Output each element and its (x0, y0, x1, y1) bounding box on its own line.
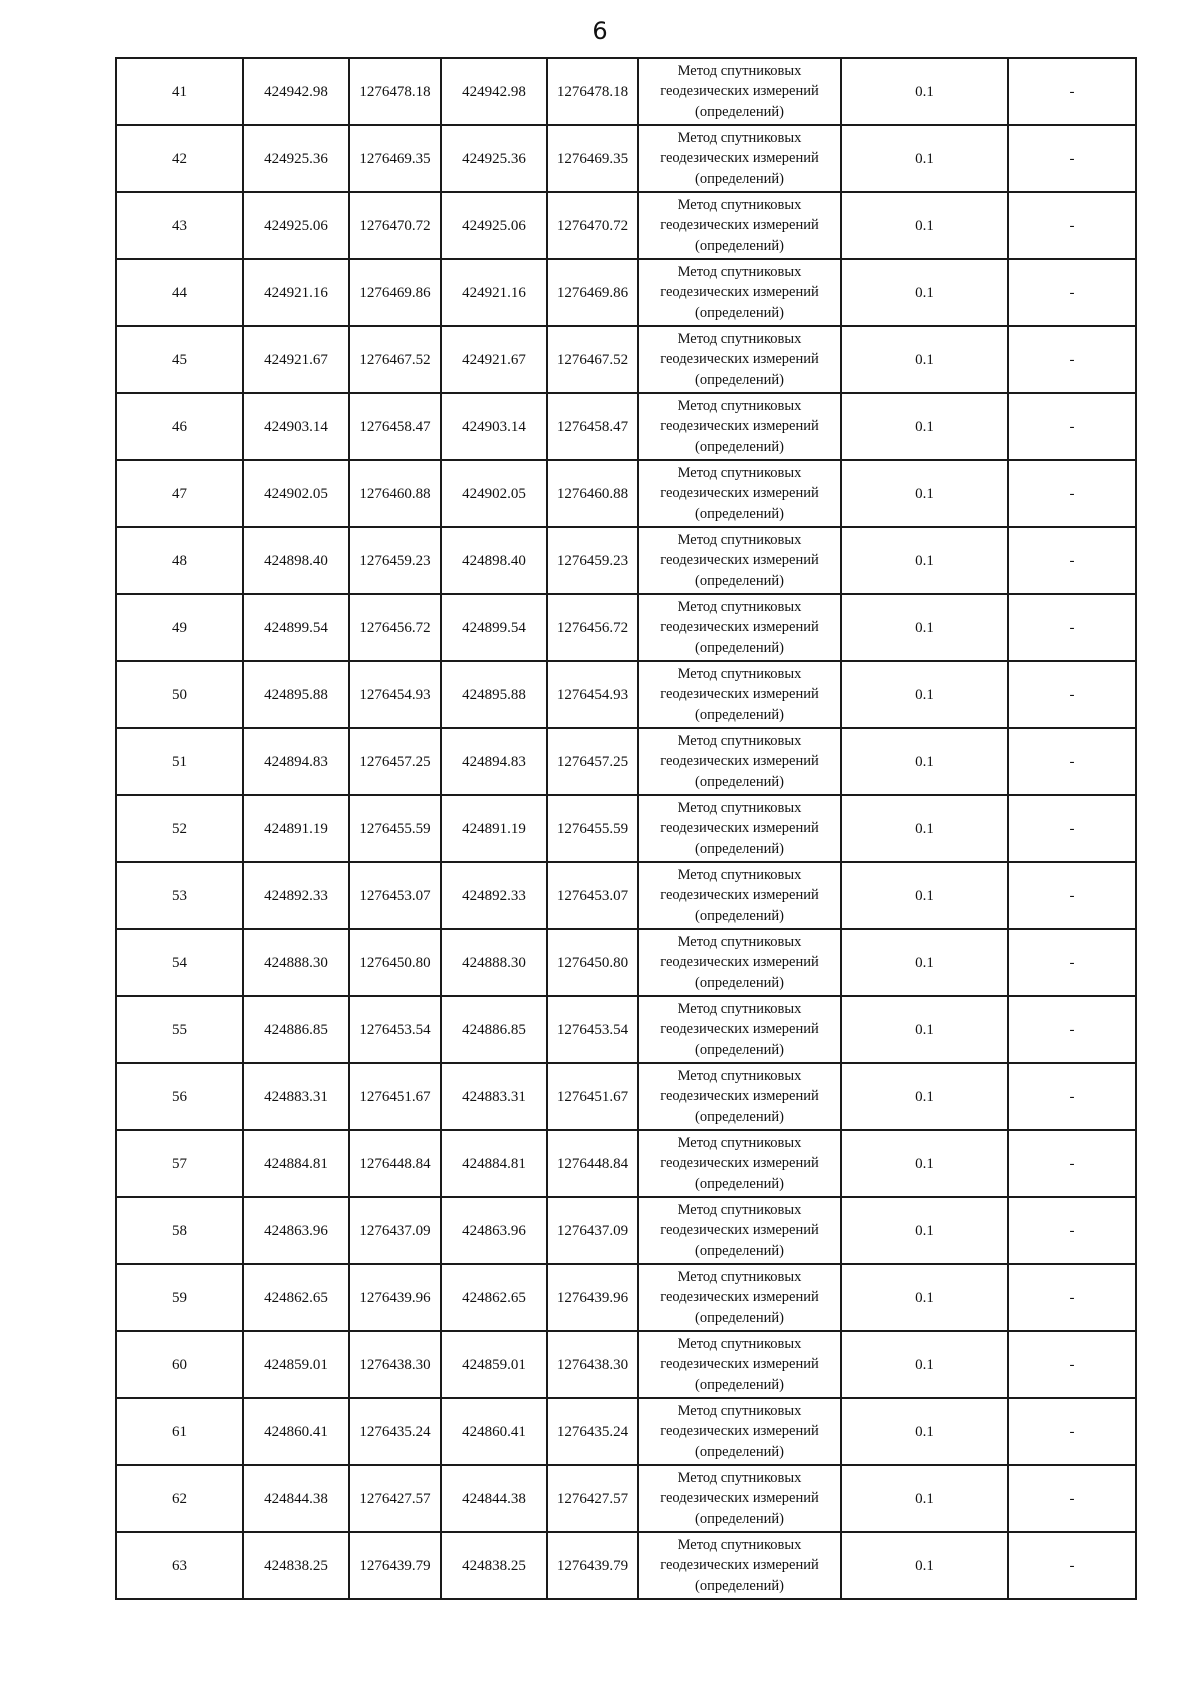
existing-x-cell: 424892.33 (243, 862, 349, 929)
method-line-3: (определений) (695, 1443, 784, 1460)
method-line-3: (определений) (695, 1175, 784, 1192)
table-row (116, 1197, 1136, 1264)
table-row (116, 795, 1136, 862)
method-line-1: Метод спутниковых (677, 598, 802, 615)
accuracy-cell: 0.1 (841, 527, 1008, 594)
note-cell: - (1008, 929, 1136, 996)
existing-x-cell: 424883.31 (243, 1063, 349, 1130)
method-cell (638, 1264, 841, 1331)
existing-y-cell: 1276478.18 (349, 58, 441, 125)
method-line-3: (определений) (695, 840, 784, 857)
accuracy-cell: 0.1 (841, 192, 1008, 259)
method-line-2: геодезических измерений (660, 418, 819, 435)
table-row (116, 527, 1136, 594)
table-row (116, 460, 1136, 527)
method-line-1: Метод спутниковых (677, 397, 802, 414)
point-number-cell: 56 (116, 1063, 243, 1130)
table-row (116, 862, 1136, 929)
method-cell (638, 1398, 841, 1465)
accuracy-cell: 0.1 (841, 125, 1008, 192)
table-row (116, 1130, 1136, 1197)
new-x-cell: 424863.96 (441, 1197, 547, 1264)
note-cell: - (1008, 1331, 1136, 1398)
method-cell (638, 393, 841, 460)
method-cell (638, 1532, 841, 1599)
method-line-1: Метод спутниковых (677, 531, 802, 548)
accuracy-cell: 0.1 (841, 728, 1008, 795)
method-line-1: Метод спутниковых (677, 129, 802, 146)
method-line-2: геодезических измерений (660, 217, 819, 234)
method-line-2: геодезических измерений (660, 619, 819, 636)
existing-x-cell: 424921.16 (243, 259, 349, 326)
method-line-3: (определений) (695, 505, 784, 522)
existing-y-cell: 1276460.88 (349, 460, 441, 527)
method-cell (638, 460, 841, 527)
existing-y-cell: 1276459.23 (349, 527, 441, 594)
method-cell (638, 1197, 841, 1264)
method-line-3: (определений) (695, 1510, 784, 1527)
method-cell (638, 661, 841, 728)
method-line-2: геодезических измерений (660, 485, 819, 502)
new-x-cell: 424921.16 (441, 259, 547, 326)
new-x-cell: 424838.25 (441, 1532, 547, 1599)
method-line-2: геодезических измерений (660, 820, 819, 837)
coordinates-table (115, 57, 1137, 1600)
point-number-cell: 42 (116, 125, 243, 192)
table-row (116, 1398, 1136, 1465)
method-cell (638, 929, 841, 996)
new-y-cell: 1276459.23 (547, 527, 638, 594)
new-x-cell: 424903.14 (441, 393, 547, 460)
new-x-cell: 424844.38 (441, 1465, 547, 1532)
existing-y-cell: 1276448.84 (349, 1130, 441, 1197)
note-cell: - (1008, 125, 1136, 192)
accuracy-cell: 0.1 (841, 661, 1008, 728)
method-cell (638, 259, 841, 326)
method-line-2: геодезических измерений (660, 1088, 819, 1105)
method-line-2: геодезических измерений (660, 351, 819, 368)
accuracy-cell: 0.1 (841, 862, 1008, 929)
new-x-cell: 424925.06 (441, 192, 547, 259)
method-line-3: (определений) (695, 1376, 784, 1393)
table-row (116, 393, 1136, 460)
existing-x-cell: 424862.65 (243, 1264, 349, 1331)
new-y-cell: 1276469.86 (547, 259, 638, 326)
method-line-1: Метод спутниковых (677, 732, 802, 749)
method-line-1: Метод спутниковых (677, 1402, 802, 1419)
note-cell: - (1008, 996, 1136, 1063)
new-x-cell: 424859.01 (441, 1331, 547, 1398)
method-line-1: Метод спутниковых (677, 464, 802, 481)
existing-x-cell: 424859.01 (243, 1331, 349, 1398)
point-number-cell: 55 (116, 996, 243, 1063)
new-y-cell: 1276455.59 (547, 795, 638, 862)
method-line-3: (определений) (695, 237, 784, 254)
method-line-1: Метод спутниковых (677, 866, 802, 883)
method-line-2: геодезических измерений (660, 284, 819, 301)
point-number-cell: 44 (116, 259, 243, 326)
method-cell (638, 326, 841, 393)
new-x-cell: 424884.81 (441, 1130, 547, 1197)
method-line-1: Метод спутниковых (677, 1067, 802, 1084)
new-y-cell: 1276453.54 (547, 996, 638, 1063)
existing-y-cell: 1276467.52 (349, 326, 441, 393)
existing-y-cell: 1276451.67 (349, 1063, 441, 1130)
method-cell (638, 862, 841, 929)
method-line-3: (определений) (695, 1242, 784, 1259)
existing-x-cell: 424903.14 (243, 393, 349, 460)
existing-y-cell: 1276427.57 (349, 1465, 441, 1532)
table-row (116, 1465, 1136, 1532)
method-cell (638, 728, 841, 795)
accuracy-cell: 0.1 (841, 259, 1008, 326)
existing-x-cell: 424888.30 (243, 929, 349, 996)
note-cell: - (1008, 192, 1136, 259)
new-y-cell: 1276454.93 (547, 661, 638, 728)
new-y-cell: 1276453.07 (547, 862, 638, 929)
existing-y-cell: 1276458.47 (349, 393, 441, 460)
method-line-2: геодезических измерений (660, 1356, 819, 1373)
existing-y-cell: 1276439.96 (349, 1264, 441, 1331)
method-line-3: (определений) (695, 572, 784, 589)
point-number-cell: 48 (116, 527, 243, 594)
new-x-cell: 424860.41 (441, 1398, 547, 1465)
method-line-2: геодезических измерений (660, 1021, 819, 1038)
method-line-3: (определений) (695, 170, 784, 187)
new-y-cell: 1276448.84 (547, 1130, 638, 1197)
accuracy-cell: 0.1 (841, 1063, 1008, 1130)
note-cell: - (1008, 1130, 1136, 1197)
accuracy-cell: 0.1 (841, 795, 1008, 862)
method-line-3: (определений) (695, 1577, 784, 1594)
method-line-1: Метод спутниковых (677, 665, 802, 682)
new-x-cell: 424883.31 (441, 1063, 547, 1130)
method-cell (638, 1331, 841, 1398)
table-row (116, 929, 1136, 996)
table-row (116, 996, 1136, 1063)
existing-x-cell: 424863.96 (243, 1197, 349, 1264)
method-line-2: геодезических измерений (660, 150, 819, 167)
table-row (116, 1063, 1136, 1130)
point-number-cell: 57 (116, 1130, 243, 1197)
accuracy-cell: 0.1 (841, 1331, 1008, 1398)
note-cell: - (1008, 1197, 1136, 1264)
new-y-cell: 1276427.57 (547, 1465, 638, 1532)
method-cell (638, 594, 841, 661)
existing-x-cell: 424891.19 (243, 795, 349, 862)
point-number-cell: 41 (116, 58, 243, 125)
method-line-1: Метод спутниковых (677, 330, 802, 347)
note-cell: - (1008, 1465, 1136, 1532)
existing-y-cell: 1276457.25 (349, 728, 441, 795)
method-line-3: (определений) (695, 907, 784, 924)
method-line-3: (определений) (695, 639, 784, 656)
note-cell: - (1008, 594, 1136, 661)
existing-y-cell: 1276470.72 (349, 192, 441, 259)
new-y-cell: 1276460.88 (547, 460, 638, 527)
method-line-1: Метод спутниковых (677, 1000, 802, 1017)
new-x-cell: 424921.67 (441, 326, 547, 393)
note-cell: - (1008, 393, 1136, 460)
new-y-cell: 1276439.96 (547, 1264, 638, 1331)
accuracy-cell: 0.1 (841, 929, 1008, 996)
new-y-cell: 1276439.79 (547, 1532, 638, 1599)
page-number: 6 (592, 17, 608, 45)
accuracy-cell: 0.1 (841, 1130, 1008, 1197)
method-line-1: Метод спутниковых (677, 1134, 802, 1151)
new-y-cell: 1276467.52 (547, 326, 638, 393)
accuracy-cell: 0.1 (841, 393, 1008, 460)
table-row (116, 1264, 1136, 1331)
note-cell: - (1008, 862, 1136, 929)
note-cell: - (1008, 795, 1136, 862)
new-y-cell: 1276435.24 (547, 1398, 638, 1465)
method-line-1: Метод спутниковых (677, 799, 802, 816)
accuracy-cell: 0.1 (841, 996, 1008, 1063)
point-number-cell: 49 (116, 594, 243, 661)
new-x-cell: 424942.98 (441, 58, 547, 125)
existing-y-cell: 1276454.93 (349, 661, 441, 728)
existing-x-cell: 424884.81 (243, 1130, 349, 1197)
method-line-2: геодезических измерений (660, 552, 819, 569)
new-y-cell: 1276458.47 (547, 393, 638, 460)
new-x-cell: 424898.40 (441, 527, 547, 594)
method-line-1: Метод спутниковых (677, 1536, 802, 1553)
new-x-cell: 424902.05 (441, 460, 547, 527)
note-cell: - (1008, 1532, 1136, 1599)
existing-y-cell: 1276469.86 (349, 259, 441, 326)
existing-y-cell: 1276437.09 (349, 1197, 441, 1264)
existing-x-cell: 424925.36 (243, 125, 349, 192)
point-number-cell: 63 (116, 1532, 243, 1599)
point-number-cell: 53 (116, 862, 243, 929)
existing-x-cell: 424860.41 (243, 1398, 349, 1465)
point-number-cell: 46 (116, 393, 243, 460)
method-line-2: геодезических измерений (660, 753, 819, 770)
note-cell: - (1008, 728, 1136, 795)
method-line-3: (определений) (695, 438, 784, 455)
method-line-3: (определений) (695, 304, 784, 321)
point-number-cell: 43 (116, 192, 243, 259)
existing-y-cell: 1276435.24 (349, 1398, 441, 1465)
method-cell (638, 1465, 841, 1532)
table-row (116, 728, 1136, 795)
point-number-cell: 59 (116, 1264, 243, 1331)
method-cell (638, 1063, 841, 1130)
table-row (116, 58, 1136, 125)
new-y-cell: 1276450.80 (547, 929, 638, 996)
existing-x-cell: 424942.98 (243, 58, 349, 125)
point-number-cell: 52 (116, 795, 243, 862)
method-line-3: (определений) (695, 103, 784, 120)
new-y-cell: 1276478.18 (547, 58, 638, 125)
point-number-cell: 45 (116, 326, 243, 393)
method-line-1: Метод спутниковых (677, 933, 802, 950)
table-row (116, 192, 1136, 259)
existing-y-cell: 1276469.35 (349, 125, 441, 192)
method-line-2: геодезических измерений (660, 1490, 819, 1507)
new-x-cell: 424891.19 (441, 795, 547, 862)
new-y-cell: 1276456.72 (547, 594, 638, 661)
new-y-cell: 1276437.09 (547, 1197, 638, 1264)
method-line-3: (определений) (695, 1108, 784, 1125)
table-body (116, 58, 1136, 1599)
accuracy-cell: 0.1 (841, 1398, 1008, 1465)
method-cell (638, 795, 841, 862)
accuracy-cell: 0.1 (841, 594, 1008, 661)
existing-y-cell: 1276453.07 (349, 862, 441, 929)
existing-y-cell: 1276439.79 (349, 1532, 441, 1599)
method-line-2: геодезических измерений (660, 1222, 819, 1239)
method-cell (638, 996, 841, 1063)
existing-x-cell: 424895.88 (243, 661, 349, 728)
existing-x-cell: 424844.38 (243, 1465, 349, 1532)
note-cell: - (1008, 259, 1136, 326)
point-number-cell: 51 (116, 728, 243, 795)
method-line-2: геодезических измерений (660, 686, 819, 703)
table-row (116, 1532, 1136, 1599)
method-line-3: (определений) (695, 371, 784, 388)
existing-y-cell: 1276456.72 (349, 594, 441, 661)
existing-x-cell: 424898.40 (243, 527, 349, 594)
note-cell: - (1008, 1398, 1136, 1465)
existing-x-cell: 424899.54 (243, 594, 349, 661)
point-number-cell: 60 (116, 1331, 243, 1398)
method-line-2: геодезических измерений (660, 954, 819, 971)
method-line-2: геодезических измерений (660, 1289, 819, 1306)
point-number-cell: 50 (116, 661, 243, 728)
accuracy-cell: 0.1 (841, 1465, 1008, 1532)
method-line-1: Метод спутниковых (677, 1201, 802, 1218)
accuracy-cell: 0.1 (841, 1264, 1008, 1331)
new-y-cell: 1276438.30 (547, 1331, 638, 1398)
table-row (116, 661, 1136, 728)
point-number-cell: 58 (116, 1197, 243, 1264)
method-line-2: геодезических измерений (660, 887, 819, 904)
method-line-1: Метод спутниковых (677, 1469, 802, 1486)
note-cell: - (1008, 1063, 1136, 1130)
method-line-2: геодезических измерений (660, 1155, 819, 1172)
method-line-3: (определений) (695, 974, 784, 991)
note-cell: - (1008, 661, 1136, 728)
method-line-1: Метод спутниковых (677, 263, 802, 280)
point-number-cell: 54 (116, 929, 243, 996)
method-line-3: (определений) (695, 1309, 784, 1326)
existing-y-cell: 1276455.59 (349, 795, 441, 862)
existing-y-cell: 1276453.54 (349, 996, 441, 1063)
existing-x-cell: 424894.83 (243, 728, 349, 795)
existing-x-cell: 424925.06 (243, 192, 349, 259)
note-cell: - (1008, 58, 1136, 125)
method-line-2: геодезических измерений (660, 1557, 819, 1574)
point-number-cell: 61 (116, 1398, 243, 1465)
new-x-cell: 424886.85 (441, 996, 547, 1063)
new-x-cell: 424888.30 (441, 929, 547, 996)
method-cell (638, 125, 841, 192)
method-line-1: Метод спутниковых (677, 62, 802, 79)
accuracy-cell: 0.1 (841, 58, 1008, 125)
method-cell (638, 527, 841, 594)
accuracy-cell: 0.1 (841, 326, 1008, 393)
accuracy-cell: 0.1 (841, 1532, 1008, 1599)
table-row (116, 1331, 1136, 1398)
method-line-1: Метод спутниковых (677, 196, 802, 213)
table-row (116, 594, 1136, 661)
new-y-cell: 1276470.72 (547, 192, 638, 259)
accuracy-cell: 0.1 (841, 460, 1008, 527)
method-line-3: (определений) (695, 1041, 784, 1058)
note-cell: - (1008, 460, 1136, 527)
existing-x-cell: 424838.25 (243, 1532, 349, 1599)
existing-y-cell: 1276450.80 (349, 929, 441, 996)
new-y-cell: 1276469.35 (547, 125, 638, 192)
method-line-3: (определений) (695, 773, 784, 790)
method-line-3: (определений) (695, 706, 784, 723)
new-x-cell: 424892.33 (441, 862, 547, 929)
existing-y-cell: 1276438.30 (349, 1331, 441, 1398)
method-line-2: геодезических измерений (660, 83, 819, 100)
new-x-cell: 424862.65 (441, 1264, 547, 1331)
method-line-1: Метод спутниковых (677, 1268, 802, 1285)
new-y-cell: 1276451.67 (547, 1063, 638, 1130)
table-row (116, 125, 1136, 192)
note-cell: - (1008, 527, 1136, 594)
new-x-cell: 424894.83 (441, 728, 547, 795)
new-x-cell: 424895.88 (441, 661, 547, 728)
existing-x-cell: 424886.85 (243, 996, 349, 1063)
existing-x-cell: 424902.05 (243, 460, 349, 527)
new-x-cell: 424925.36 (441, 125, 547, 192)
method-cell (638, 58, 841, 125)
method-cell (638, 192, 841, 259)
existing-x-cell: 424921.67 (243, 326, 349, 393)
method-line-2: геодезических измерений (660, 1423, 819, 1440)
new-x-cell: 424899.54 (441, 594, 547, 661)
point-number-cell: 47 (116, 460, 243, 527)
new-y-cell: 1276457.25 (547, 728, 638, 795)
table-row (116, 259, 1136, 326)
point-number-cell: 62 (116, 1465, 243, 1532)
table-row (116, 326, 1136, 393)
accuracy-cell: 0.1 (841, 1197, 1008, 1264)
method-line-1: Метод спутниковых (677, 1335, 802, 1352)
note-cell: - (1008, 326, 1136, 393)
method-cell (638, 1130, 841, 1197)
note-cell: - (1008, 1264, 1136, 1331)
